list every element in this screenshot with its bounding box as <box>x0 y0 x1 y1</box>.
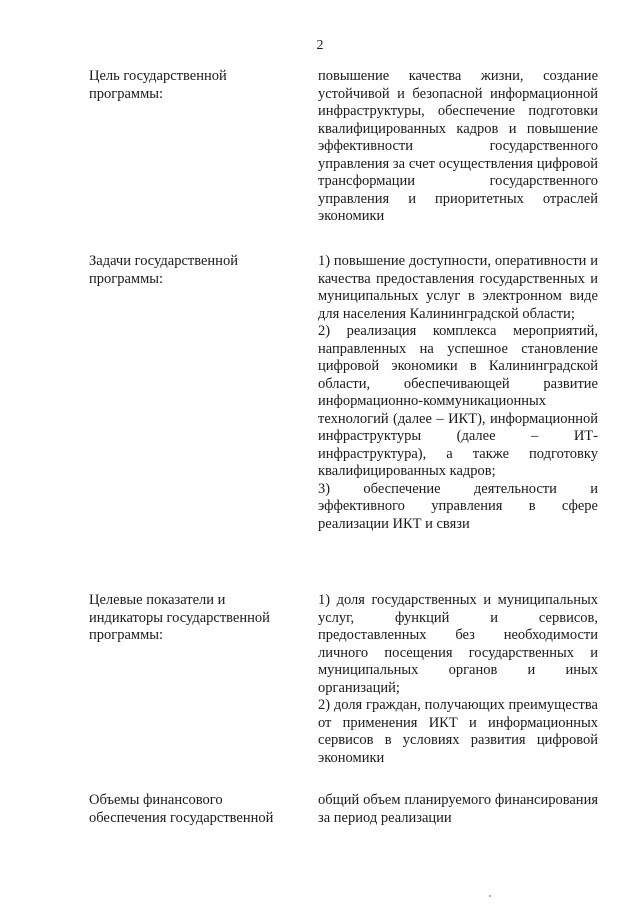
scan-speck <box>489 895 491 897</box>
program-indicators-value <box>318 592 598 767</box>
program-indicators-label: Целевые показатели и индикаторы государственной программы: <box>89 592 270 643</box>
program-funding-value <box>318 792 598 827</box>
program-task-item: 1) повышение доступности, оперативности и качества предоставления государственных и муниципальных услуг в электронном виде для населения Калининградской области; <box>318 253 598 322</box>
program-task-item: 3) обеспечение деятельности и эффективного управления в сфере реализации ИКТ и связи <box>318 480 598 532</box>
program-funding-label: Объемы финансового обеспечения государственной <box>89 792 274 826</box>
program-indicator-item: 2) доля граждан, получающих преимущества от применения ИКТ и информационных сервисов в условиях развития цифровой экономики <box>318 697 598 766</box>
program-funding-text: общий объем планируемого финансирования за период реализации <box>318 792 598 826</box>
program-goal-value <box>318 68 598 226</box>
program-tasks-value <box>318 253 598 533</box>
program-goal-text: повышение качества жизни, создание устойчивой и безопасной информационной инфраструктуры, обеспечение подготовки квалифицированных кадров и повышение эффективности государственного управления за счет осуществления цифровой трансформации государственного управления и приоритетных отраслей экономики <box>318 68 598 224</box>
program-indicator-item: 1) доля государственных и муниципальных услуг, функций и сервисов, предоставленных без необходимости личного посещения государственных и муниципальных органов и иных организаций; <box>318 592 598 696</box>
program-task-item: 2) реализация комплекса мероприятий, направленных на успешное становление цифровой экономики в Калининградской области, обеспечивающей развитие информационно-коммуникационных технологий (далее – ИКТ), информационной инфраструктуры (далее – ИТ-инфраструктура), а также подготовку квалифицированных кадров; <box>318 323 598 479</box>
program-goal-label: Цель государственной программы: <box>89 68 227 102</box>
page-number: 2 <box>316 38 324 53</box>
program-tasks-label: Задачи государственной программы: <box>89 253 238 287</box>
